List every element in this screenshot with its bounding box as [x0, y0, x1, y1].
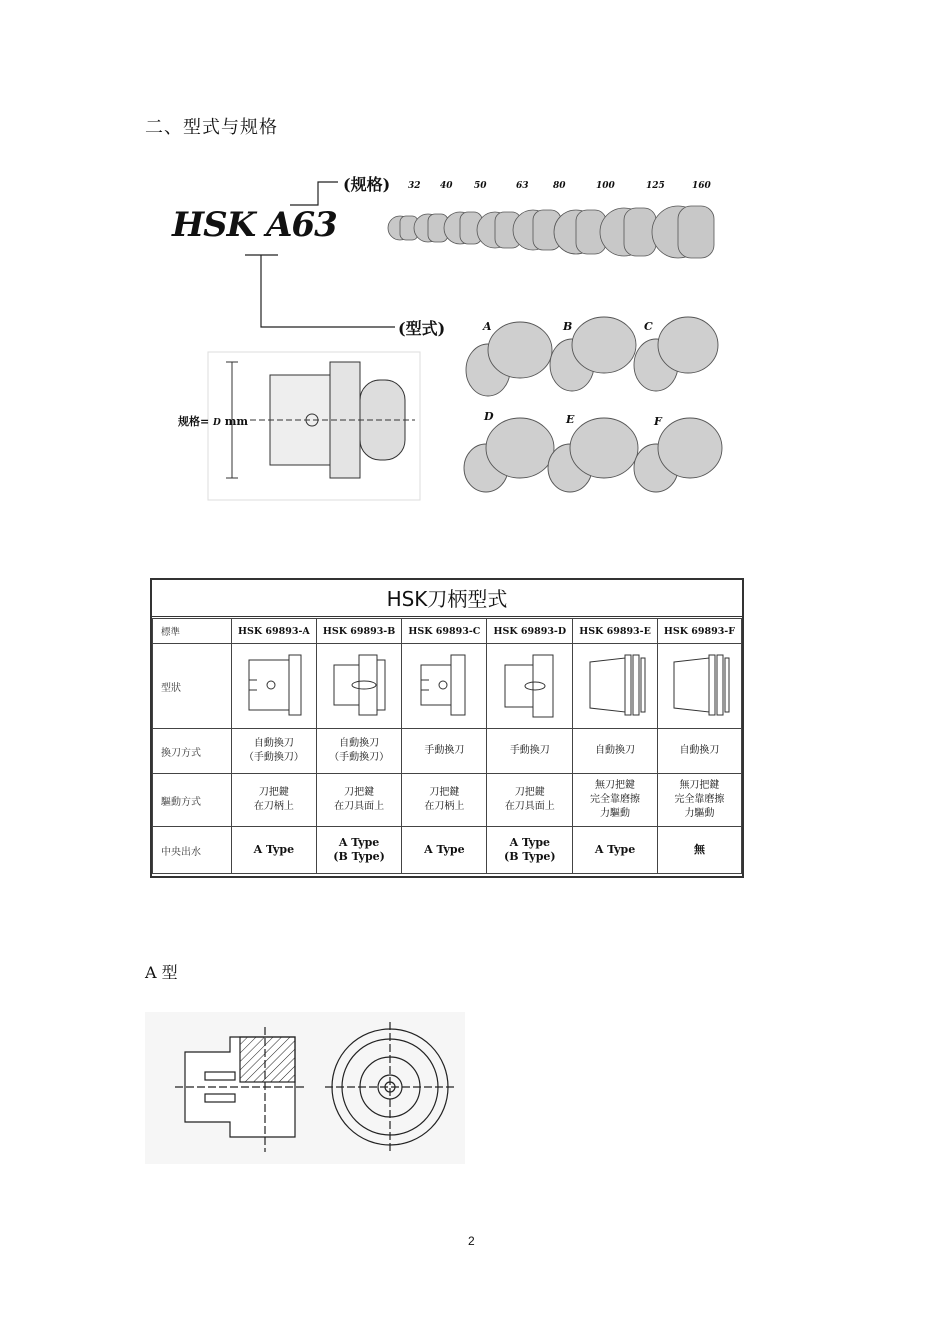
row-header: 驅動方式	[153, 774, 232, 827]
holder-size-40-icon	[414, 214, 448, 242]
type-letter: F	[654, 415, 662, 428]
table-row	[153, 827, 742, 874]
row-header: 標準	[153, 619, 232, 644]
holder-type-d-icon	[464, 418, 554, 492]
size-label: 50	[474, 181, 487, 191]
hsk-diagram	[0, 0, 950, 520]
shape-c-icon	[402, 644, 487, 729]
table-cell: A Type	[573, 827, 658, 874]
page-number: 2	[468, 1234, 475, 1248]
table-cell: HSK 69893-F	[657, 619, 741, 644]
section-a-heading: A 型	[145, 963, 178, 982]
table-title: HSK刀柄型式	[152, 580, 742, 617]
table-cell: 手動換刀	[487, 729, 573, 774]
type-label: (型式)	[398, 319, 446, 338]
table-cell: HSK 69893-D	[487, 619, 573, 644]
shape-b-icon	[316, 644, 402, 729]
shape-d-icon	[487, 644, 573, 729]
size-label: 80	[553, 181, 566, 191]
table-cell: 無刀把鍵 完全靠磨擦 力驅動	[573, 774, 658, 827]
row-header: 中央出水	[153, 827, 232, 874]
holder-type-f-icon	[634, 418, 722, 492]
table-cell: HSK 69893-B	[316, 619, 402, 644]
table-row	[153, 619, 742, 644]
dimension-label: 规格= D mm	[178, 415, 248, 428]
row-header: 換刀方式	[153, 729, 232, 774]
spec-label: (规格)	[343, 175, 391, 194]
table-cell: 無	[657, 827, 741, 874]
table-cell: HSK 69893-E	[573, 619, 658, 644]
table-cell: 刀把鍵 在刀具面上	[316, 774, 402, 827]
table-cell: 自動換刀 （手動換刀）	[316, 729, 402, 774]
row-header: 型狀	[153, 644, 232, 729]
size-label: 100	[596, 181, 615, 191]
table-row	[153, 774, 742, 827]
table-cell: 自動換刀	[573, 729, 658, 774]
shape-e-icon	[573, 644, 658, 729]
table-cell: 自動換刀	[657, 729, 741, 774]
section-heading: 二、型式与规格	[145, 117, 278, 138]
size-label: 40	[440, 181, 453, 191]
table-cell: HSK 69893-A	[232, 619, 317, 644]
table-cell: A Type	[232, 827, 317, 874]
table-cell: 無刀把鍵 完全靠磨擦 力驅動	[657, 774, 741, 827]
holder-size-50-icon	[444, 212, 482, 244]
holder-type-e-icon	[548, 418, 638, 492]
hsk-code-label: HSK A63	[172, 205, 337, 245]
size-label: 32	[408, 181, 421, 191]
table-cell: 自動換刀 （手動換刀）	[232, 729, 317, 774]
hsk-type-table	[150, 578, 744, 878]
size-label: 63	[516, 181, 529, 191]
holder-size-125-icon	[600, 208, 656, 256]
table-cell: 刀把鍵 在刀具面上	[487, 774, 573, 827]
type-a-front-view-icon	[325, 1022, 455, 1154]
type-letter: C	[644, 320, 653, 333]
type-letter: E	[566, 413, 575, 426]
table-cell: 手動換刀	[402, 729, 487, 774]
table-cell: HSK 69893-C	[402, 619, 487, 644]
holder-size-160-icon	[652, 206, 714, 258]
holder-size-100-icon	[554, 210, 606, 254]
table-cell: A Type (B Type)	[487, 827, 573, 874]
table-cell: 刀把鍵 在刀柄上	[232, 774, 317, 827]
table-cell: A Type (B Type)	[316, 827, 402, 874]
shape-a-icon	[232, 644, 317, 729]
type-letter: B	[563, 320, 573, 333]
table-row	[153, 729, 742, 774]
type-a-section-icon	[175, 1027, 305, 1152]
holder-type-a-icon	[466, 322, 552, 396]
size-label: 160	[692, 181, 711, 191]
type-letter: A	[483, 320, 492, 333]
table-row	[153, 644, 742, 729]
holder-size-32-icon	[388, 216, 418, 240]
table-cell: A Type	[402, 827, 487, 874]
table-cell: 刀把鍵 在刀柄上	[402, 774, 487, 827]
type-a-drawing	[145, 1012, 465, 1164]
shape-f-icon	[657, 644, 741, 729]
type-letter: D	[484, 410, 494, 423]
size-label: 125	[646, 181, 665, 191]
